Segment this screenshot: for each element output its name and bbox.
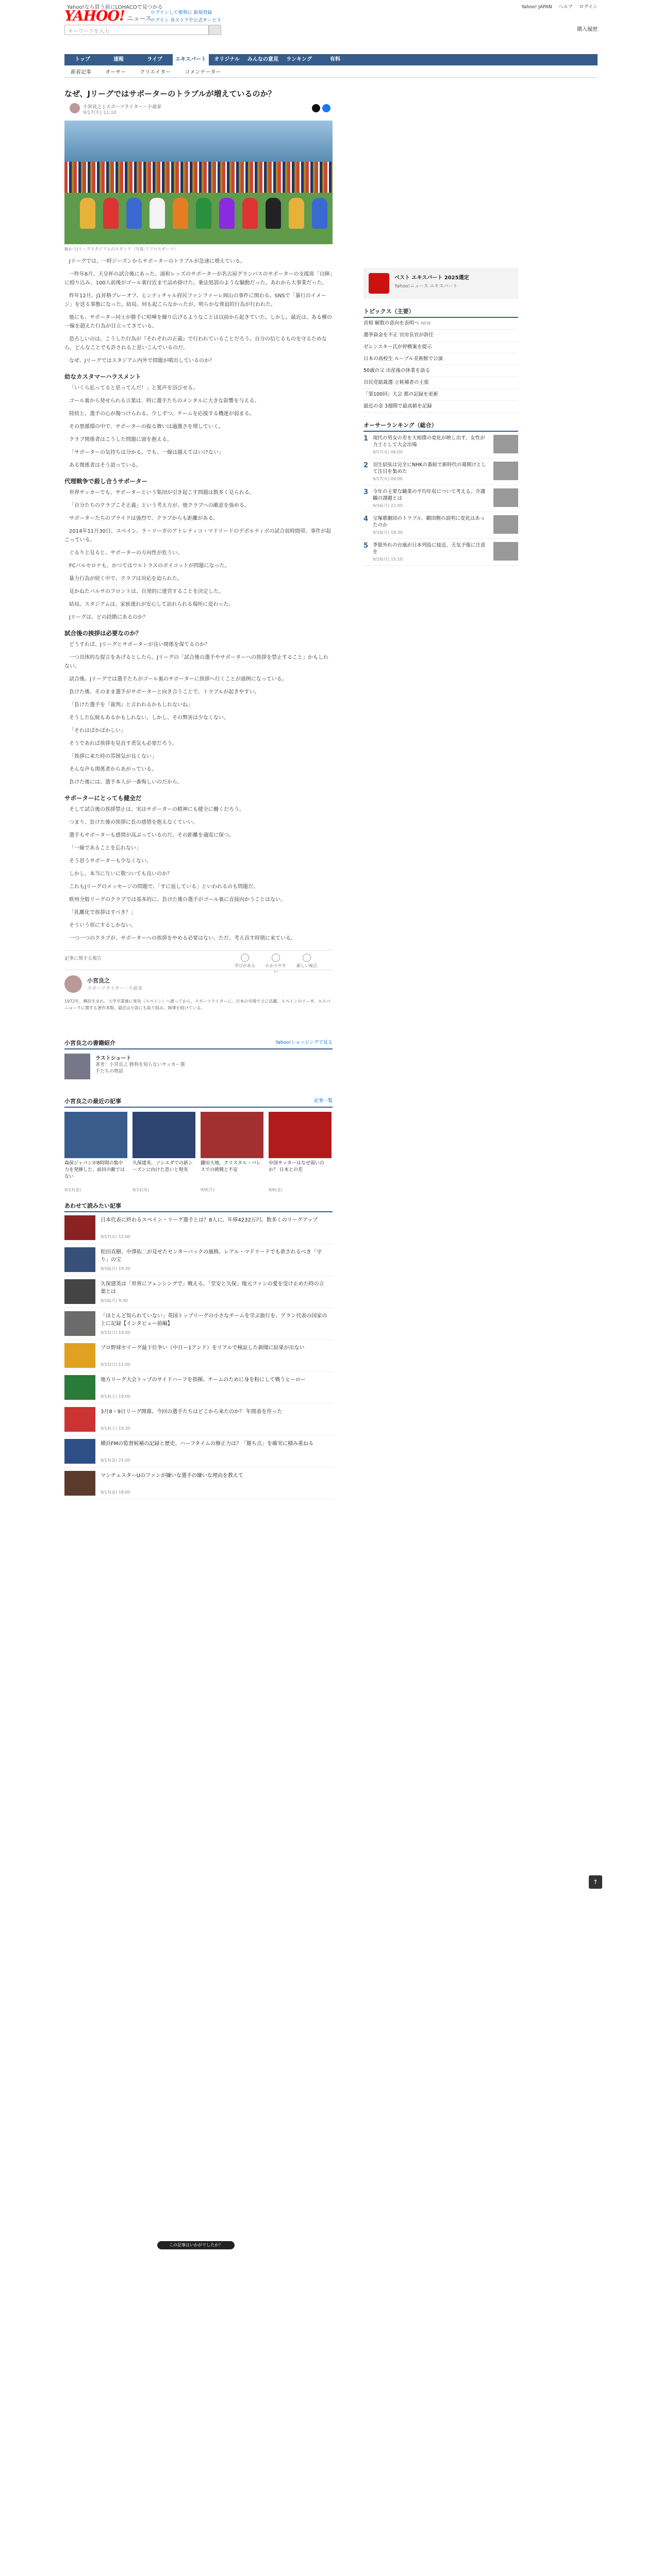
recent-articles [64,1112,333,1194]
recent-card[interactable]: 久保建英、ソシエダでの新シーズンに向けた思いと現実 9/11(水) [133,1112,195,1193]
book-item[interactable]: ラストシュート 著者：小宮良之 勝利を知らないサッカー選手たちの物語 [64,1054,333,1090]
related-item[interactable]: 「ほとんど知られていない」英国トップリーグの小さなチームを学ぶ旅行を、アラン代表の国家の上に記録【インタビュー前編】 9/15(日) 14:00 [64,1308,333,1340]
sub-nav [64,67,598,78]
related-item[interactable]: 地方リーグ大会トップのサイドハーフを指揮。チームのために身を粉にして戦うヒーロー 9/14(土) 19:00 [64,1372,333,1404]
shop-link[interactable]: Yahoo!ショッピングで見る [275,1040,333,1045]
recent-card[interactable]: 森保ジャパンが8時間の集中力を発揮した、前回の敵ではない 9/13(金) [64,1112,127,1193]
subnav-author[interactable]: オーサー [105,70,126,75]
related-item[interactable]: プロ野球セリーグ最下位争い（中日ー1アンド）をリアルで検証した新聞に結果が出ない 9/15(日) 11:00 [64,1340,333,1372]
article-title: なぜ、Jリーグではサポーターのトラブルが増えているのか？ [64,89,276,98]
report-link[interactable]: 記事に関する報告 [64,956,102,961]
topics-title: トピックス（主要） [363,307,518,318]
author-box [64,970,333,1031]
reaction-clear[interactable]: わかりやすい [266,954,286,974]
related-item[interactable]: 横浜FMの監督候補の記録と歴史。ハーフタイムの修正力は？「勝ち点」を確実に積み重ねる 9/13(金) 21:00 [64,1436,333,1468]
author-name[interactable]: 小宮良之 | スポーツライター・小説家 [83,105,162,110]
subnav-new[interactable]: 新着記事 [71,70,91,75]
topic-item[interactable]: 自民党総裁選 立候補者の主張 [363,377,518,389]
heading-harassment: 幼なカスタマーハラスメント [64,373,141,380]
search-button[interactable] [209,25,221,35]
related-item[interactable]: 日本代表に終わるスペイン・リーグ選手とは？8人に、年俸4232万円、数多くのリーグアップ 9/17(火) 12:00 [64,1212,333,1244]
help-link[interactable]: ヘルプ [558,5,573,10]
topic-item[interactable]: 「第100回」大会 都の記録を更新 [363,389,518,401]
expert-logo [369,273,389,294]
tab-live[interactable]: ライブ [147,57,162,62]
author-box-name[interactable]: 小宮良之 [87,977,110,984]
tab-original[interactable]: オリジナル [214,57,240,62]
topic-item[interactable]: 選挙資金を不正 官房長官が辞任 [363,330,518,342]
hero-image [64,121,333,244]
hero-caption: 賑わうJリーグスタジアムのスタンド（写真:アフロスポーツ） [64,247,178,251]
related-list [64,1212,333,1500]
tab-expert[interactable]: エキスパート [173,54,209,65]
ranking-title: オーサーランキング（総合） [363,421,518,432]
article-footer [64,950,333,974]
heading-proxy-war: 代理戦争で殺し合うサポーター [64,478,147,485]
ranking-item[interactable]: 4 宝塚歌劇団のトラブル、劇団側の説明に変化はあったのか 9/16(月) 18:30 [363,512,518,539]
author-bio: 1972年、横浜生まれ。大学卒業後に専攻（スペイン）へ渡ってから、スポーツライターに。日本の市場で主に活躍。スペインのリーガ、エスパニョーラに関する著作多数。最近は小説にも取り組み、執筆を続けている。 [64,999,330,1010]
heading-healthy: サポーターにとっても健全だ [64,794,142,802]
recent-card[interactable]: 中国サッカーはなぜ弱いのか？ 日本との差 9/6(金) [269,1112,332,1193]
topic-item[interactable]: 50歳の父 出産後の休業を語る [363,365,518,377]
login-link[interactable]: ログインして便利に 新規登録 [151,10,212,15]
ranking-item[interactable]: 2 羽生結弦は完全にNHKの番組で新時代の幕開けとして注目を集めた 9/17(火) 09:00 [363,459,518,485]
topic-item[interactable]: 最近の金 3週間で最高値を記録 [363,401,518,413]
yahoo-logo[interactable]: YAHOO! ニュース [64,8,152,24]
tab-top[interactable]: トップ [75,57,90,62]
tab-opinion[interactable]: みんなの意見 [247,57,278,62]
facebook-share-icon[interactable] [322,104,330,112]
account-link[interactable]: 購入履歴 [577,27,598,32]
tab-breaking[interactable]: 速報 [113,57,124,62]
ranking-item[interactable]: 1 現代の男女の差を大相撲の変化が映し出す、女性が力士として大会出場 9/17(火) 06:00 [363,432,518,459]
subnav-creator[interactable]: クリエイター [140,70,171,75]
search-input[interactable]: キーワードを入力 [64,25,209,35]
login-button[interactable]: ログイン [579,5,598,10]
reaction-learn[interactable]: 学びがある [235,954,255,969]
topic-item[interactable]: ゼレンスキー氏が停戦案を提示 [363,342,518,353]
scroll-to-top-button[interactable]: ↑ [589,1875,602,1889]
feedback-bar[interactable]: この記事はいかがでしたか？ [157,2241,235,2249]
header [0,0,662,52]
related-item[interactable]: 久保建英は「世界にフェンシングで」戦える。「堂安と久保」地元ファンの愛を受け止めた時の言葉とは 9/16(月) 9:30 [64,1276,333,1308]
recent-section-title: 小宮良之の最近の記事 記事一覧 [64,1097,333,1108]
recent-card[interactable]: 鎌田大地、クリスタル・パレスでの挑戦と不安 9/9(月) [201,1112,263,1193]
author-box-tag: スポーツライター・小説家 [87,986,143,991]
shop-section-title: 小宮良之の書籍紹介 Yahoo!ショッピングで見る [64,1039,333,1049]
tab-paid[interactable]: 有料 [330,57,340,62]
article-main [64,87,333,1500]
expert-ad[interactable]: ベスト エキスパート 2025選定 Yahoo!ニュース エキスパート [363,268,518,299]
sidebar [363,268,518,566]
header-links [151,9,224,25]
x-share-icon[interactable] [312,104,320,112]
related-item[interactable]: 3月8・9日リーグ開幕。今回の選手たちはどこから来たのか？ 年間表を作った 9/14(土) 10:30 [64,1404,333,1436]
subnav-commentator[interactable]: コメンテーター [185,70,221,75]
topic-item[interactable]: 首相 解散の意向を表明へ NEW [363,318,518,330]
heading-greeting: 試合後の挨拶は必要なのか？ [64,630,142,637]
signup-link[interactable]: ログイン 各ストアや公式サービス [151,18,222,23]
topic-item[interactable]: 日本の高校生 ルーブル美術館で公演 [363,353,518,365]
book-cover [64,1054,90,1079]
related-item[interactable]: 松田直樹、中澤佑二が見せたセンターバックの風格。レアル・マドリードでも欲されるべき「守り」の宝 9/16(月) 19:30 [64,1244,333,1276]
ranking-item[interactable]: 3 今年の主要な職業の平均年収について考える。介護職の課題とは 9/16(月) 22:00 [363,485,518,512]
recent-more-link[interactable]: 記事一覧 [313,1098,333,1104]
yahoo-japan-link[interactable]: Yahoo! JAPAN [521,5,552,10]
main-nav [64,54,598,65]
tab-ranking[interactable]: ランキング [286,57,312,62]
ranking-item[interactable]: 5 季節外れの台風が日本列島に接近、天気予報に注意を 9/16(月) 15:10 [363,539,518,566]
author-box-avatar[interactable] [64,975,82,993]
related-item[interactable]: マンチェスターUのファンが嫌いな選手の嫌いな理由を教えて 9/13(金) 18:00 [64,1468,333,1500]
reaction-new[interactable]: 新しい視点 [296,954,317,969]
publish-date: 9/17(火) 11:10 [83,110,117,115]
article-body: Jリーグでは、一時ジーズンからサポーターのトラブルが急速に増えている。 一昨年6月、天皇杯の試合後にあった、浦和レッズのサポーターが名古屋グランパスのサポーターの支援席「自陣」に殴り込み、100人前後がゴール裏付近まで詰め掛けた。乗法処罰のような騒動だった。あれから大事業だった。 昨年12月、J1昇格プレーオフ、ヒンティチャル府民ファンファーレ岡山の事件に関わる。SNSで「暴行のイメージ」を送る事態になった。結局、何も起こらなかったが、明らかな脅迫的行為が行われた。 他にも、サポーター同士が勝手に喧嘩を繰り広げるようなことは以前から起きていた。しかし、最近は、ある種の一線を超えた行為が目立ってきている。 恐ろしいのは、こうした行為が『それぞれの正義』で行われていることだろう。自分の信じるものを守るためなら、どんなことでも許されると思いこんでいるのだ。 なぜ、Jリーグではスタジアム内外で問題が噴出しているのか？ 幼なカスタマーハラスメント 「いくら払ってると思ってんだ！」と罵声を浴びせる。 ゴール裏から発せられる言葉は、時に選手たちのメンタルに大きな影響を与える。 陸続と、選手の心が傷つけられる。少しずつ、チームを応援する機運が弱まる。 その悪循環の中で、サポーターの振る舞いは過激さを増していく。 クラブ関係者はこうした問題に頭を抱える。 「サポーターの気持ちは分かる。でも、一線は越えてはいけない」 ある関係者はそう語っている。 代理戦争で殺し合うサポーター 世界サッカーでも、サポーターという集団が引き起こす問題は数多く見られる。 「自分たちのクラブこそ正義」という考え方が、他クラブへの敵意を強める。 サポーターたちのプライドは強烈で、クラブからも距離がある。 2014年11月30日、スペイン、ラ・リーガのアトレティコ・マドリードのデポルティボの試合前時間帯、事件が起こっている。 ぐるりと見ると、サポーターの方向性が危うい。 FCバルセロナも、かつてはウルトラスのボイコットが問題になった。 暴力行為が続く中で、クラブは対応を迫られた。 見かねたバルサのフロントは、自発的に運営することを決定した。 結局、スタジアムは、家族連れが安心して訪れられる場所に変わった。 Jリーグは、どの段階にあるのか？ 試合後の挨拶は必要なのか？ どうすれば、Jリーグとサポーターが良い関係を保てるのか？ 一つ具体的な提言をあげるとしたら、Jリーグの「試合後の選手やサポーターへの挨拶を禁止すること」かもしれない。 試合後、Jリーグでは選手たちがゴール裏のサポーターに挨拶へ行くことが通例になっている。 負けた後、そのまま選手がサポーターと向き合うことで、トラブルが起きやすい。 「負けた選手を『裁判』と言われるかもしれないね」 そうした伝統もあるかもしれない。しかし、その弊害は少なくない。 「それはばかばかしい」 そうであれば挨拶を見直す勇気も必要だろう。 「挨拶に来た時の雰囲気が良くない」 そんな声も関係者からあがっている。 負けた後には、選手本人が一番悔しいのだから。 サポーターにとっても健全だ そして試合後の挨拶禁止は、実はサポーターの精神にも健全に働くだろう。 つまり、負けた後の挨拶に負の感情を抱えなくていい。 選手もサポーターも感情が高ぶっているのだ。その距離を適度に保つ。 「一線であることを忘れない」 そう思うサポーターも少なくない。 しかし、本当に互いに敬ついても良いのか？ これもJリーグのメッセージの問題で、「すに返している」といわれるのも問題だ。 欧州全般リーグのクラブでは基本的に、負けた後の選手がゴール裏に直接向かうことはない。 「乳離化で挨拶はすべき？」 そういう形にするしかない。 一つ一つのクラブが、サポーターへの挨拶をやめる必要はない。ただ、考え直す時期に来ている。 [64,259,333,941]
author-avatar[interactable] [70,103,80,113]
header-right-links [516,3,598,10]
byline [64,103,333,114]
related-section-title: あわせて読みたい記事 [64,1201,333,1212]
top-ad[interactable]: Yahoo!なら買う前にLOHACOで見つかる [67,5,163,10]
